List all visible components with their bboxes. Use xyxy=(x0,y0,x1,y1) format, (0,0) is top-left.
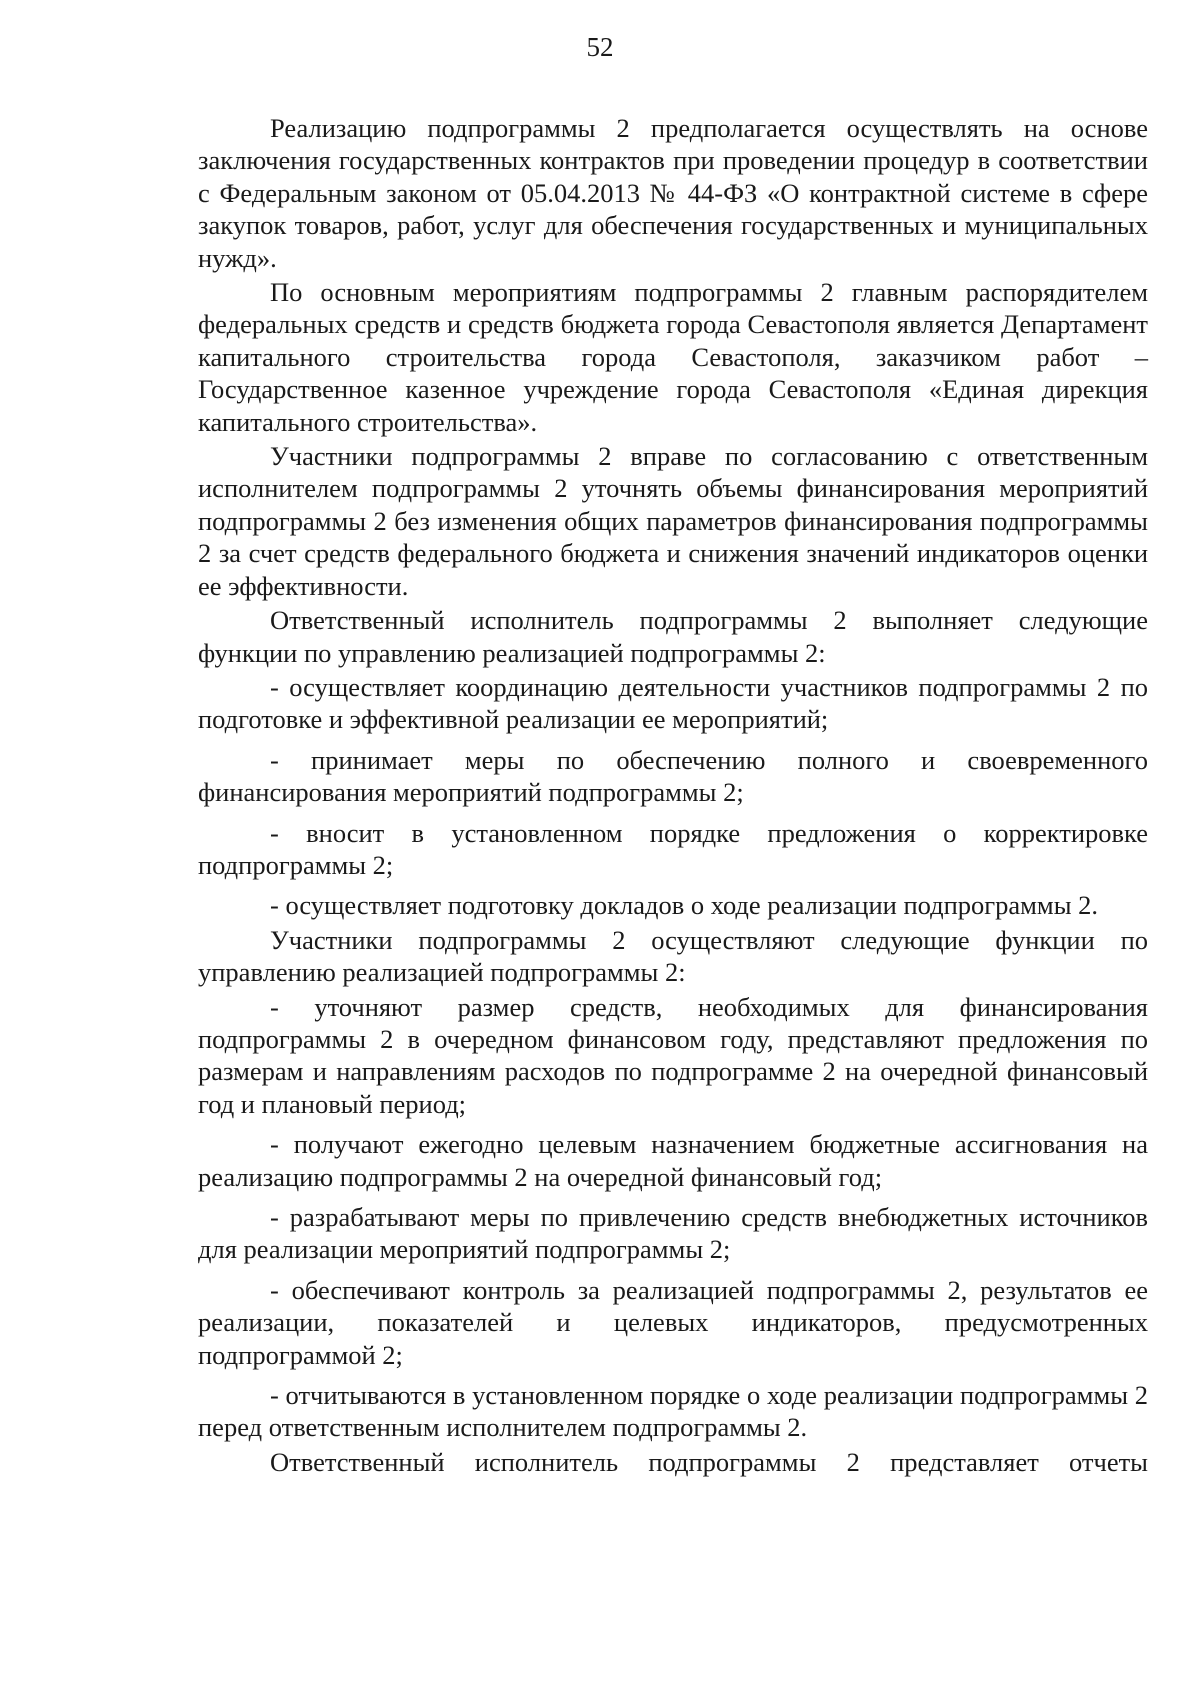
list-item-correction-proposals: - вносит в установленном порядке предложения о корректировке подпрограммы 2; xyxy=(198,817,1148,880)
paragraph-participants-rights: Участники подпрограммы 2 вправе по согласованию с ответственным исполнителем подпрограммы 2 уточнять объемы финансирования мероприятий подпрограммы 2 без изменения общих параметров финансирования подпрограммы 2 за счет средств федерального бюджета и снижения значений индикаторов оценки ее эффективности. xyxy=(198,441,1148,601)
list-item-report-preparation: - осуществляет подготовку докладов о ходе реализации подпрограммы 2. xyxy=(270,890,1098,921)
page-number: 52 xyxy=(586,32,614,62)
document-body xyxy=(198,112,1148,1478)
list-item-receive-allocations: - получают ежегодно целевым назначением бюджетные ассигнования на реализацию подпрограммы 2 на очередной финансовый год; xyxy=(198,1129,1148,1192)
list-item-clarify-funds: - уточняют размер средств, необходимых для финансирования подпрограммы 2 в очередном финансовом году, представляют предложения по размерам и направлениям расходов по подпрограмме 2 на очередной финансовый год и плановый период; xyxy=(198,991,1148,1119)
list-item-control: - обеспечивают контроль за реализацией подпрограммы 2, результатов ее реализации, показателей и целевых индикаторов, предусмотренных подпрограммой 2; xyxy=(198,1274,1148,1370)
paragraph-contract-procedures: Реализацию подпрограммы 2 предполагается осуществлять на основе заключения государственных контрактов при проведении процедур в соответствии с Федеральным законом от 05.04.2013 № 44-ФЗ «О контрактной системе в сфере закупок товаров, работ, услуг для обеспечения государственных и муниципальных нужд». xyxy=(198,113,1148,273)
paragraph-participants-functions-intro: Участники подпрограммы 2 осуществляют следующие функции по управлению реализацией подпрограммы 2: xyxy=(198,924,1148,988)
paragraph-executor-reports: Ответственный исполнитель подпрограммы 2 представляет отчеты xyxy=(270,1446,1148,1477)
paragraph-executor-functions-intro: Ответственный исполнитель подпрограммы 2 выполняет следующие функции по управлению реализацией подпрограммы 2: xyxy=(198,605,1148,668)
list-item-reporting: - отчитываются в установленном порядке о ходе реализации подпрограммы 2 перед ответственным исполнителем подпрограммы 2. xyxy=(198,1380,1148,1443)
paragraph-main-administrator: По основным мероприятиям подпрограммы 2 главным распорядителем федеральных средств и средств бюджета города Севастополя является Департамент капитального строительства города Севастополя, заказчиком работ – Государственное казенное учреждение города Севастополя «Единая дирекция капитального строительства». xyxy=(198,277,1148,437)
list-item-financing-measures: - принимает меры по обеспечению полного и своевременного финансирования мероприятий подпрограммы 2; xyxy=(198,744,1148,808)
list-item-coordination: - осуществляет координацию деятельности участников подпрограммы 2 по подготовке и эффективной реализации ее мероприятий; xyxy=(198,671,1148,735)
list-item-extrabudgetary-measures: - разрабатывают меры по привлечению средств внебюджетных источников для реализации мероприятий подпрограммы 2; xyxy=(198,1202,1148,1265)
